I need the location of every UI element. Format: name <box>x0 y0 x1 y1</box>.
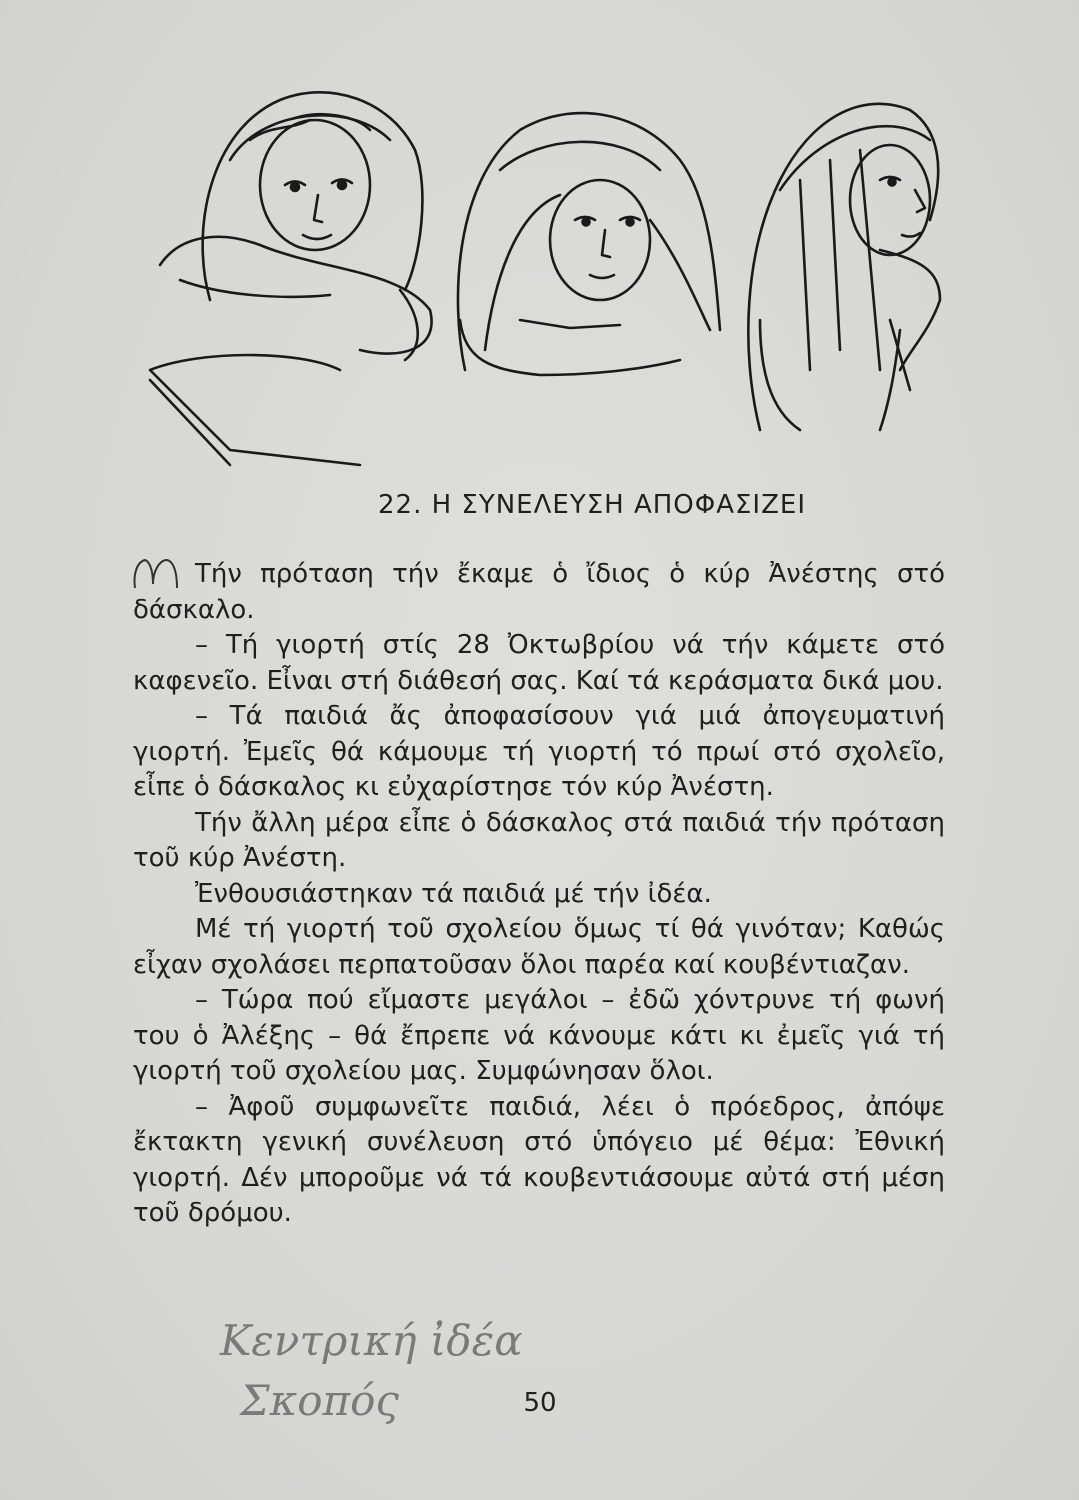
handwritten-m-mark-icon <box>127 554 197 594</box>
paragraph-1: Τήν πρόταση τήν ἔκαμε ὁ ἴδιος ὁ κύρ Ἀνέστης στό δάσκαλο. <box>133 559 945 625</box>
page-number: 50 <box>523 1388 557 1418</box>
paragraph-5: Ἐνθουσιάστηκαν τά παιδιά μέ τήν ἰδέα. <box>195 878 712 909</box>
handwritten-note-line2: Σκοπός <box>240 1376 399 1425</box>
paragraph-3: – Τά παιδιά ἄς ἀποφασίσουν γιά μιά ἀπογευματινή γιορτή. Ἐμεῖς θά κάμουμε τή γιορτή τό πρωί στό σχολεῖο, εἶπε ὁ δάσκαλος κι εὐχαρίστησε τόν κύρ Ἀνέστη. <box>133 701 945 802</box>
paragraph-6: Μέ τή γιορτή τοῦ σχολείου ὅμως τί θά γινόταν; Καθώς εἶχαν σχολάσει περπατοῦσαν ὅλοι παρέα καί κουβέντιαζαν. <box>133 914 945 980</box>
handwritten-note-line1: Κεντρική ἰδέα <box>220 1316 523 1365</box>
paragraph-4: Τήν ἄλλη μέρα εἶπε ὁ δάσκαλος στά παιδιά τήν πρόταση τοῦ κύρ Ἀνέστη. <box>133 807 945 873</box>
paragraph-8: – Ἀφοῦ συμφωνεῖτε παιδιά, λέει ὁ πρόεδρος, ἀπόψε ἔκτακτη γενική συνέλευση στό ὑπόγειο μέ θέμα: Ἐθνική γιορτή. Δέν μποροῦμε νά τά κουβεντιάσουμε αὐτά στή μέση τοῦ δρόμου. <box>133 1091 945 1228</box>
body-text <box>133 557 945 1232</box>
paragraph-2: – Τή γιορτή στίς 28 Ὀκτωβρίου νά τήν κάμετε στό καφενεῖο. Εἶναι στή διάθεσή σας. Καί τά κεράσματα δικά μου. <box>133 630 945 696</box>
chapter-title: 22. Η ΣΥΝΕΛΕΥΣΗ ΑΠΟΦΑΣΙΖΕΙ <box>377 490 806 520</box>
paragraph-7: – Τώρα πού εἴμαστε μεγάλοι – ἐδῶ χόντρυνε τή φωνή του ὁ Ἀλέξης – θά ἔπρεπε νά κάνουμε κάτι κι ἐμεῖς γιά τή γιορτή τοῦ σχολείου μας. Συμφώνησαν ὅλοι. <box>133 985 945 1086</box>
three-girls-sketch-icon <box>120 70 1000 500</box>
